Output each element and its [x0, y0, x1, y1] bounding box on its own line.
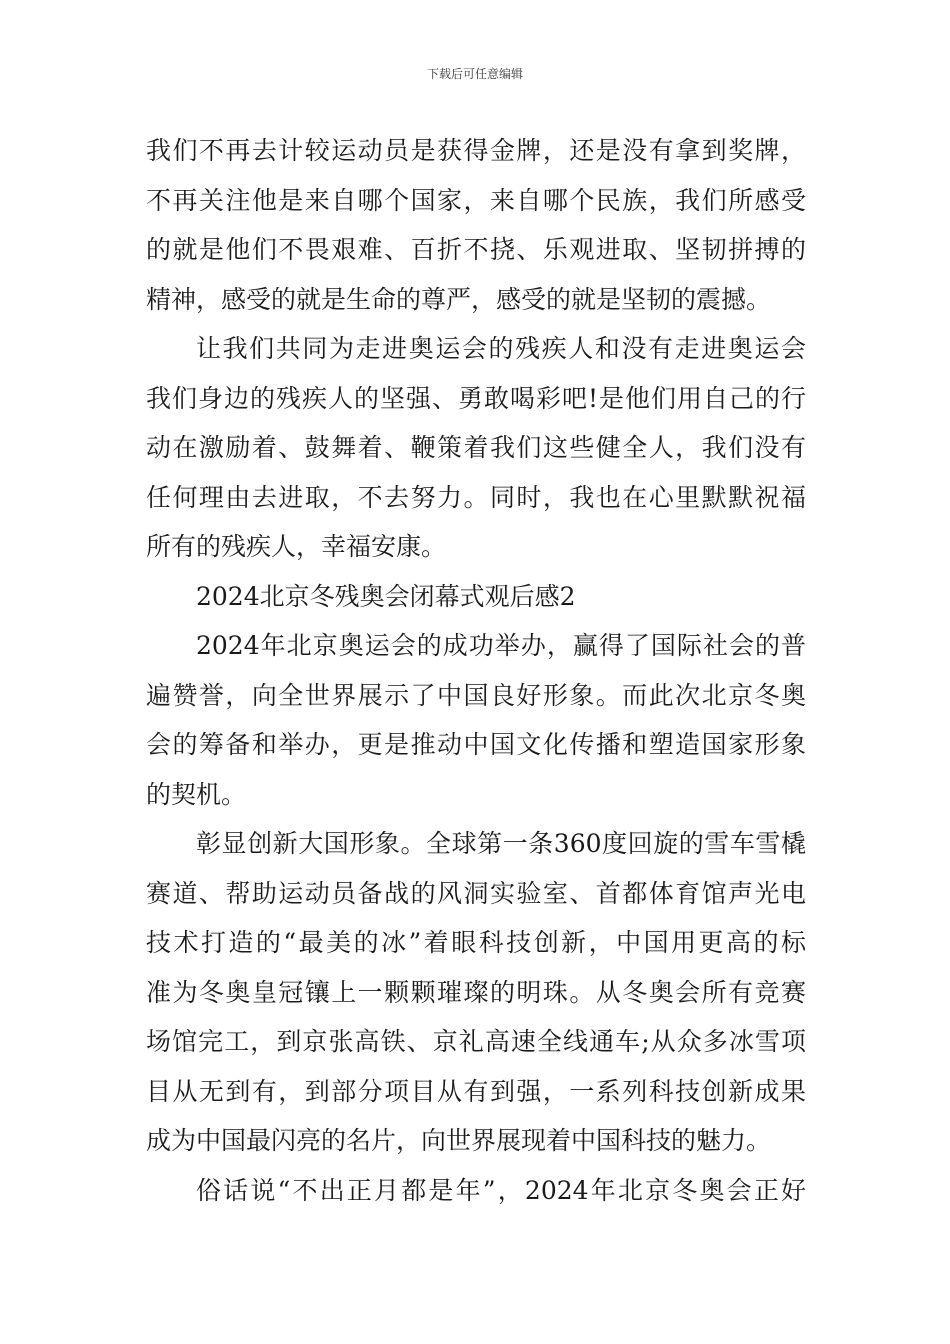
text-line: 所有的残疾人，幸福安康。: [146, 532, 447, 561]
paragraph: [146, 126, 806, 324]
text-line: 场馆完工，到京张高铁、京礼高速全线通车;从众多冰雪项: [146, 1027, 806, 1056]
paragraph: [146, 621, 806, 819]
text-line: 赛道、帮助运动员备战的风洞实验室、首都体育馆声光电: [146, 878, 806, 908]
text-line: 的就是他们不畏艰难、百折不挠、乐观进取、坚韧拼搏的: [146, 235, 806, 264]
text-line: 目从无到有，到部分项目从有到强，一系列科技创新成果: [146, 1076, 806, 1106]
text-line: 让我们共同为走进奥运会的残疾人和没有走进奥运会: [196, 334, 806, 363]
page-header: 下载后可任意编辑: [426, 67, 523, 81]
paragraph: [146, 1166, 806, 1216]
text-line: 俗话说“不出正月都是年”，2024年北京冬奥会正好: [196, 1175, 806, 1205]
text-line: 动在激励着、鼓舞着、鞭策着我们这些健全人，我们没有: [146, 433, 806, 462]
text-line: 遍赞誉，向全世界展示了中国良好形象。而此次北京冬奥: [146, 680, 806, 710]
text-line: 2024北京冬残奥会闭幕式观后感2: [196, 581, 576, 611]
text-line: 彰显创新大国形象。全球第一条360度回旋的雪车雪橇: [196, 829, 806, 858]
text-line: 技术打造的“最美的冰”着眼科技创新，中国用更高的标: [146, 928, 806, 957]
text-line: 我们不再去计较运动员是获得金牌，还是没有拿到奖牌，: [146, 136, 806, 165]
text-line: 任何理由去进取，不去努力。同时，我也在心里默默祝福: [146, 482, 806, 512]
text-line: 准为冬奥皇冠镶上一颗颗璀璨的明珠。从冬奥会所有竞赛: [146, 977, 806, 1007]
document-body: [146, 126, 806, 1215]
text-line: 会的筹备和举办，更是推动中国文化传播和塑造国家形象: [146, 730, 806, 759]
text-line: 2024年北京奥运会的成功举办，赢得了国际社会的普: [196, 631, 806, 660]
text-line: 的契机。: [146, 779, 247, 809]
text-line: 我们身边的残疾人的坚强、勇敢喝彩吧!是他们用自己的行: [146, 383, 806, 413]
paragraph: [146, 572, 806, 622]
text-line: 不再关注他是来自哪个国家，来自哪个民族，我们所感受: [146, 185, 806, 215]
paragraph: [146, 324, 806, 572]
text-line: 精神，感受的就是生命的尊严，感受的就是坚韧的震撼。: [146, 284, 772, 314]
paragraph: [146, 819, 806, 1166]
text-line: 成为中国最闪亮的名片，向世界展现着中国科技的魅力。: [146, 1126, 772, 1155]
